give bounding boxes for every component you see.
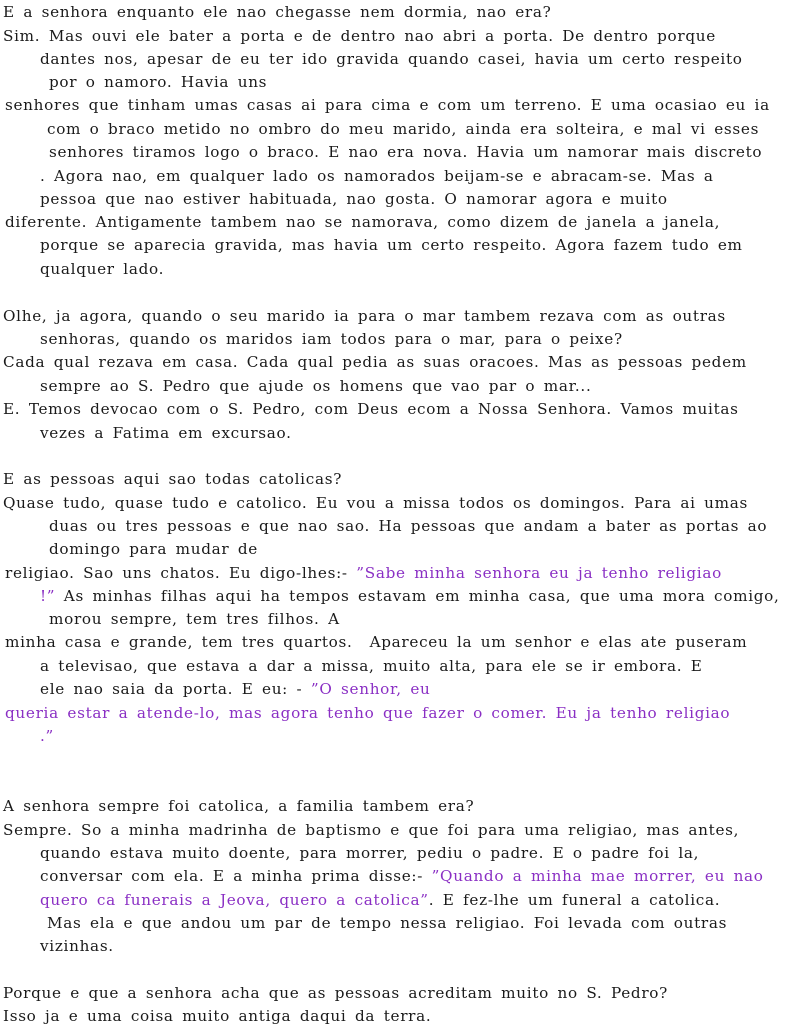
text-segment: Cada qual rezava em casa. Cada qual pedia as suas oracoes. Mas as pessoas pedem xyxy=(3,353,747,371)
text-segment: ele nao saia da porta. E eu: - xyxy=(40,680,311,698)
text-segment: . E fez-lhe um funeral a catolica. xyxy=(428,891,721,909)
text-segment: E. Temos devocao com o S. Pedro, com Deus ecom a Nossa Senhora. Vamos muitas xyxy=(3,400,739,418)
text-line xyxy=(3,819,739,842)
text-line xyxy=(49,608,340,631)
text-segment: senhores que tinham umas casas ai para cima e com um terreno. E uma ocasiao eu ia xyxy=(5,96,770,114)
text-line xyxy=(3,1005,431,1028)
text-segment: minha casa e grande, tem tres quartos. Apareceu la um senhor e elas ate puseram xyxy=(5,633,748,651)
text-line xyxy=(40,655,703,678)
text-segment: E as pessoas aqui sao todas catolicas? xyxy=(3,470,343,488)
text-line xyxy=(3,25,716,48)
text-line xyxy=(3,351,747,374)
text-line xyxy=(3,492,748,515)
text-line xyxy=(40,865,764,888)
text-line xyxy=(40,889,720,912)
text-segment: Sempre. So a minha madrinha de baptismo e que foi para uma religiao, mas antes, xyxy=(3,821,740,839)
text-line xyxy=(3,468,342,491)
quoted-speech: ”Sabe minha senhora eu ja tenho religiao xyxy=(356,564,722,582)
text-line xyxy=(40,842,699,865)
text-line xyxy=(5,631,747,654)
text-segment: As minhas filhas aqui ha tempos estavam em minha casa, que uma mora comigo, xyxy=(55,587,780,605)
text-segment: duas ou tres pessoas e que nao sao. Ha pessoas que andam a bater as portas ao xyxy=(49,517,768,535)
text-segment: quando estava muito doente, para morrer, pediu o padre. E o padre foi la, xyxy=(40,844,700,862)
text-line xyxy=(5,211,720,234)
text-line xyxy=(49,141,762,164)
text-segment: E a senhora enquanto ele nao chegasse nem dormia, nao era? xyxy=(3,3,552,21)
text-line xyxy=(40,422,292,445)
text-line xyxy=(40,165,714,188)
text-segment: . Agora nao, em qualquer lado os namorados beijam-se e abracam-se. Mas a xyxy=(40,167,714,185)
text-line xyxy=(49,515,767,538)
text-line xyxy=(40,234,743,257)
text-line xyxy=(49,538,258,561)
text-line xyxy=(40,678,431,701)
text-line xyxy=(40,48,743,71)
text-segment: vezes a Fatima em excursao. xyxy=(40,424,292,442)
text-line xyxy=(40,188,668,211)
text-line xyxy=(49,71,267,94)
quoted-speech: queria estar a atende-lo, mas agora tenho que fazer o comer. Eu ja tenho religiao xyxy=(5,704,731,722)
text-line xyxy=(40,935,114,958)
text-line xyxy=(3,982,668,1005)
text-segment: pessoa que nao estiver habituada, nao gosta. O namorar agora e muito xyxy=(40,190,668,208)
text-segment: conversar com ela. E a minha prima disse:- xyxy=(40,867,432,885)
text-segment: a televisao, que estava a dar a missa, muito alta, para ele se ir embora. E xyxy=(40,657,703,675)
text-line xyxy=(47,118,759,141)
text-segment: religiao. Sao uns chatos. Eu digo-lhes:- xyxy=(5,564,357,582)
text-segment: qualquer lado. xyxy=(40,260,165,278)
text-line xyxy=(5,702,730,725)
text-segment: com o braco metido no ombro do meu marido, ainda era solteira, e mal vi esses xyxy=(47,120,760,138)
text-segment: Olhe, ja agora, quando o seu marido ia para o mar tambem rezava com as outras xyxy=(3,307,726,325)
text-line xyxy=(5,94,770,117)
text-segment: sempre ao S. Pedro que ajude os homens que vao par o mar... xyxy=(40,377,592,395)
text-segment: morou sempre, tem tres filhos. A xyxy=(49,610,340,628)
text-segment: vizinhas. xyxy=(40,937,114,955)
text-line xyxy=(40,328,623,351)
quoted-speech: quero ca funerais a Jeova, quero a catolica” xyxy=(40,891,429,909)
text-segment: Isso ja e uma coisa muito antiga daqui da terra. xyxy=(3,1007,432,1025)
text-line xyxy=(5,562,722,585)
text-segment: senhoras, quando os maridos iam todos para o mar, para o peixe? xyxy=(40,330,623,348)
text-line xyxy=(3,795,474,818)
text-line xyxy=(3,398,739,421)
text-line xyxy=(40,258,164,281)
quoted-speech: .” xyxy=(40,727,54,745)
text-line xyxy=(47,912,727,935)
text-segment: senhores tiramos logo o braco. E nao era nova. Havia um namorar mais discreto xyxy=(49,143,763,161)
text-segment: Quase tudo, quase tudo e catolico. Eu vou a missa todos os domingos. Para ai umas xyxy=(3,494,748,512)
quoted-speech: ”Quando a minha mae morrer, eu nao xyxy=(431,867,764,885)
text-segment: porque se aparecia gravida, mas havia um certo respeito. Agora fazem tudo em xyxy=(40,236,743,254)
quoted-speech: ”O senhor, eu xyxy=(310,680,431,698)
text-line xyxy=(3,1,551,24)
text-line xyxy=(40,375,591,398)
text-segment: domingo para mudar de xyxy=(49,540,258,558)
text-segment: Porque e que a senhora acha que as pessoas acreditam muito no S. Pedro? xyxy=(3,984,668,1002)
text-segment: Mas ela e que andou um par de tempo nessa religiao. Foi levada com outras xyxy=(47,914,728,932)
text-line xyxy=(40,725,54,748)
text-line xyxy=(3,305,726,328)
text-line xyxy=(40,585,780,608)
text-segment: dantes nos, apesar de eu ter ido gravida quando casei, havia um certo respeito xyxy=(40,50,743,68)
quoted-speech: !” xyxy=(40,587,56,605)
text-segment: A senhora sempre foi catolica, a familia tambem era? xyxy=(3,797,475,815)
text-segment: Sim. Mas ouvi ele bater a porta e de dentro nao abri a porta. De dentro porque xyxy=(3,27,716,45)
text-segment: por o namoro. Havia uns xyxy=(49,73,268,91)
text-segment: diferente. Antigamente tambem nao se namorava, como dizem de janela a janela, xyxy=(5,213,721,231)
